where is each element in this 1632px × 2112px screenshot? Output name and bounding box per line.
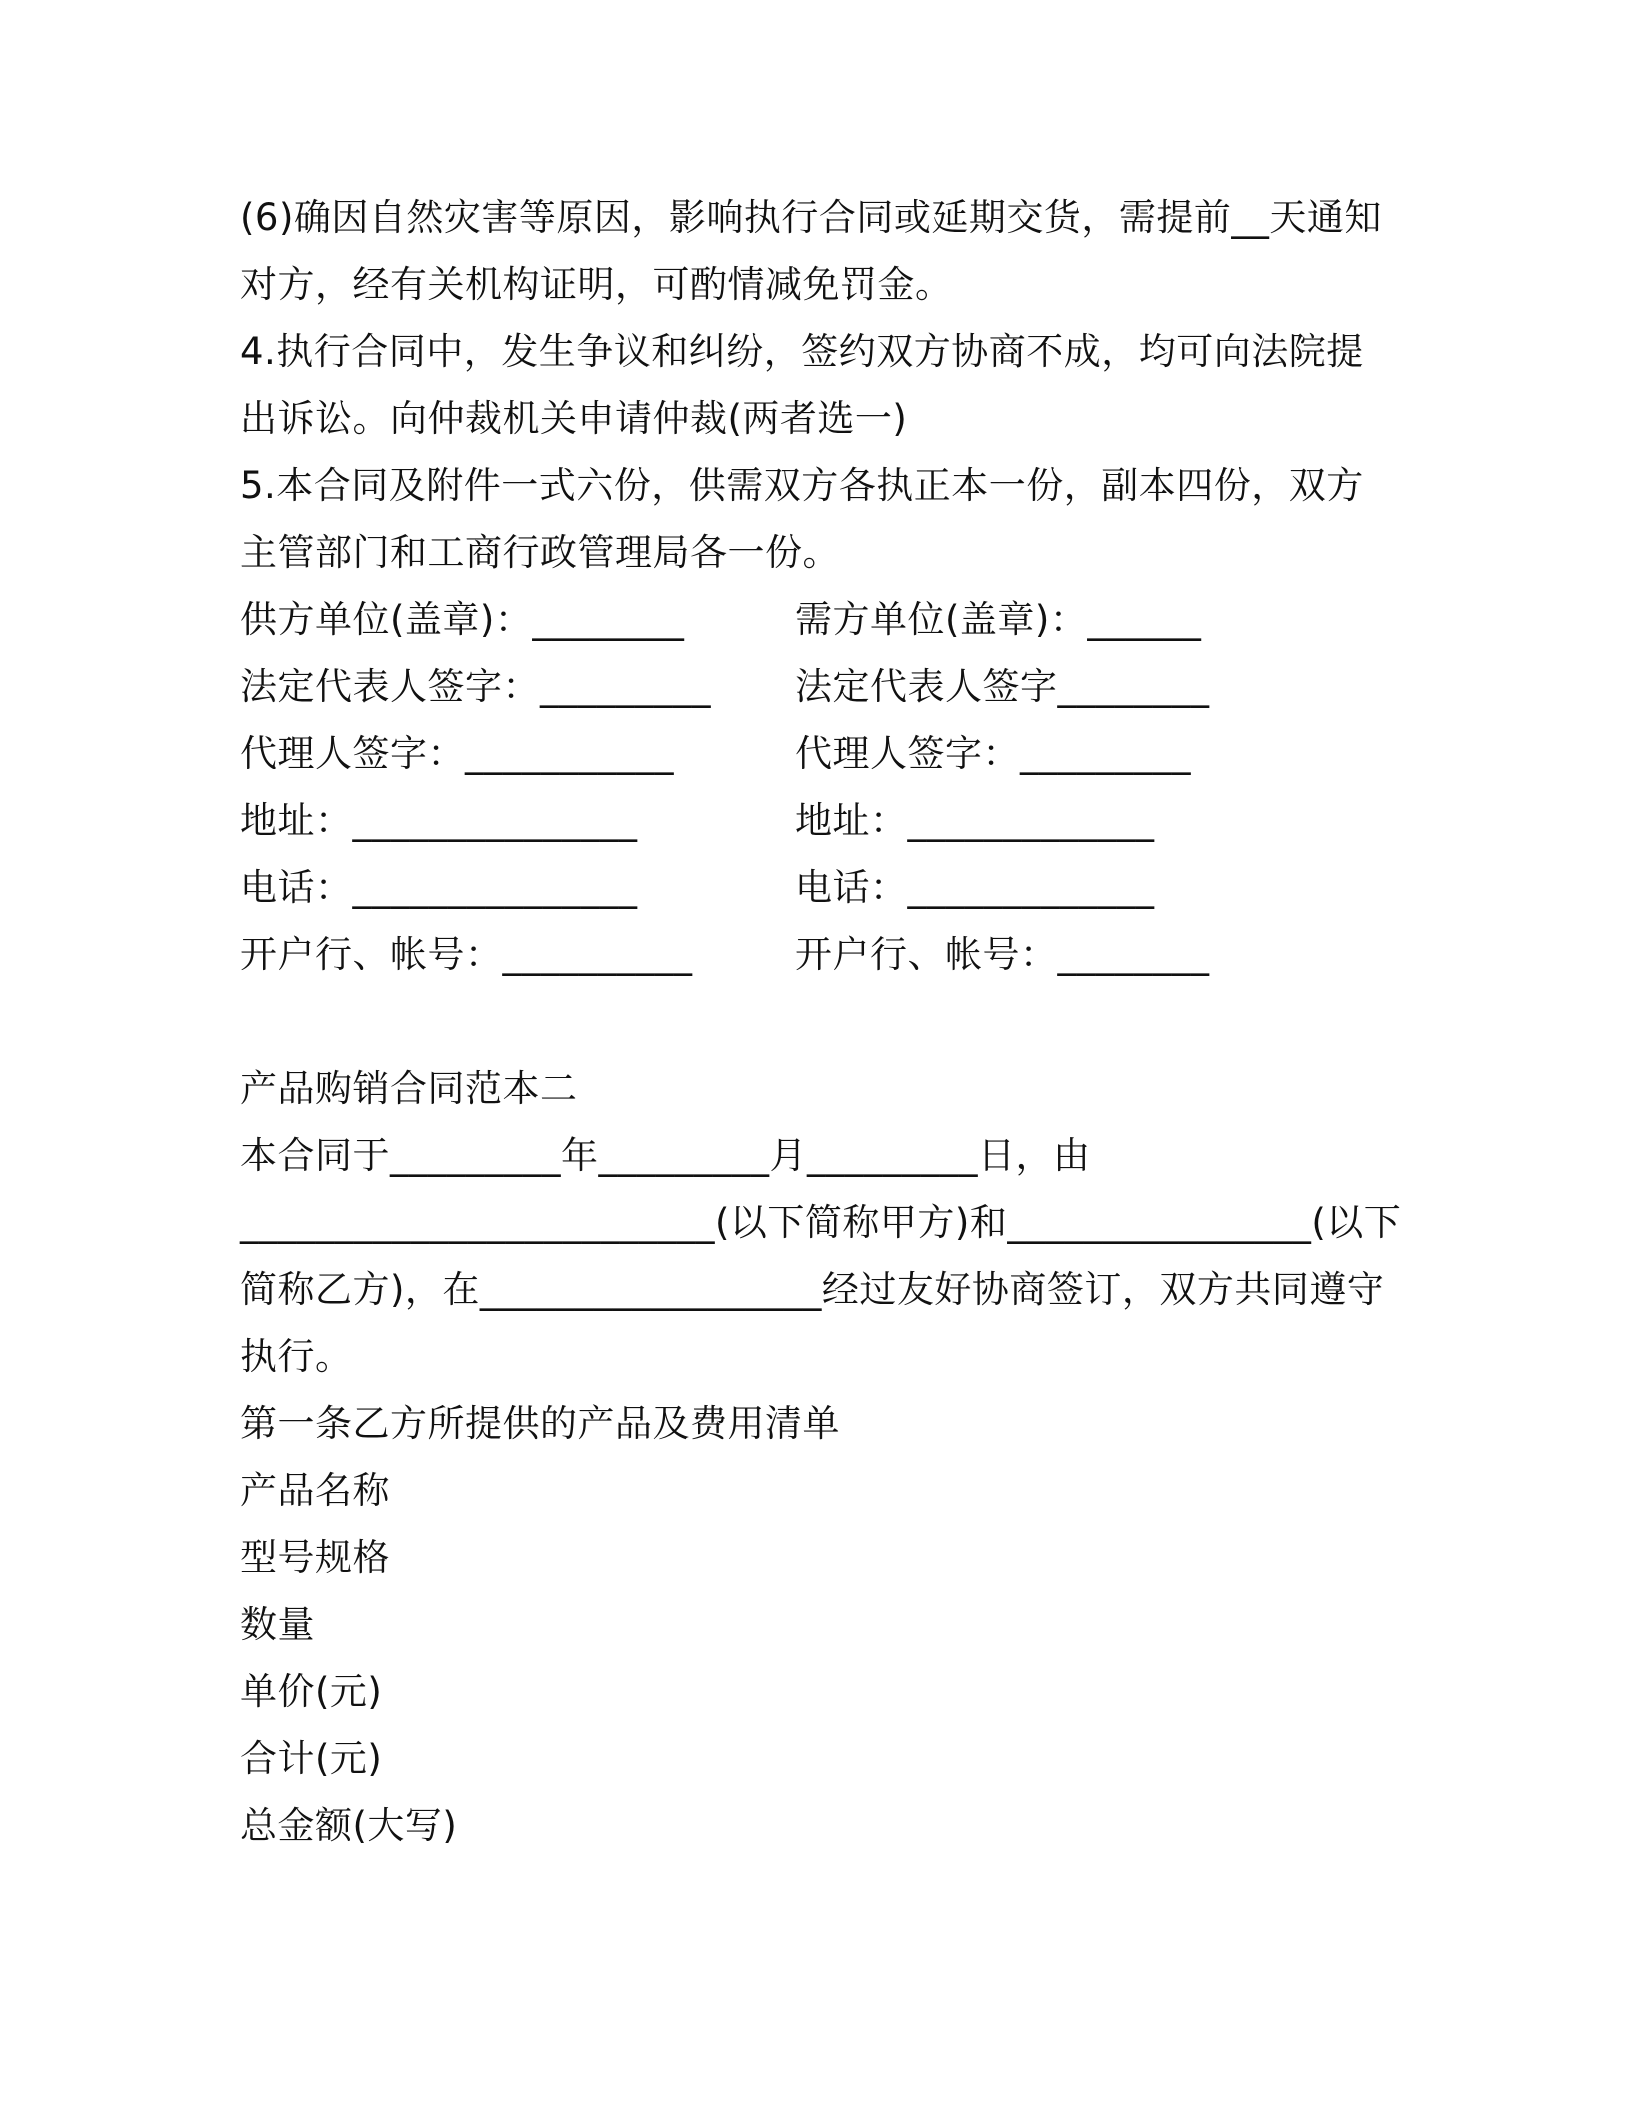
buyer-unit-field: 需方单位(盖章)：______	[795, 598, 1202, 641]
contract-two-location-line: 简称乙方)，在__________________经过友好协商签订，双方共同遵守	[240, 1268, 1385, 1311]
supplier-agent-field: 代理人签字：___________	[240, 732, 674, 775]
supplier-address-field: 地址：_______________	[240, 799, 638, 842]
contract-two-execute-line: 执行。	[240, 1335, 353, 1378]
model-spec-label: 型号规格	[240, 1536, 390, 1579]
clause-6-line-2: 对方，经有关机构证明，可酌情减免罚金。	[240, 263, 953, 306]
contract-two-title: 产品购销合同范本二	[240, 1067, 578, 1110]
supplier-bank-account-field: 开户行、帐号：__________	[240, 933, 693, 976]
clause-5-line-2: 主管部门和工商行政管理局各一份。	[240, 531, 840, 574]
contract-two-date-line: 本合同于_________年_________月_________日，由	[240, 1134, 1091, 1177]
contract-two-parties-line: _________________________(以下简称甲方)和________________(以下	[240, 1201, 1402, 1244]
buyer-legal-rep-field: 法定代表人签字________	[795, 665, 1210, 708]
supplier-phone-field: 电话：_______________	[240, 866, 638, 909]
supplier-unit-field: 供方单位(盖章)：________	[240, 598, 685, 641]
article-one-heading: 第一条乙方所提供的产品及费用清单	[240, 1402, 840, 1445]
buyer-agent-field: 代理人签字：_________	[795, 732, 1191, 775]
buyer-bank-account-field: 开户行、帐号：________	[795, 933, 1210, 976]
clause-6-line-1: (6)确因自然灾害等原因，影响执行合同或延期交货，需提前__天通知	[240, 196, 1382, 239]
clause-4-line-1: 4.执行合同中，发生争议和纠纷，签约双方协商不成，均可向法院提	[240, 330, 1364, 373]
buyer-phone-field: 电话：_____________	[795, 866, 1155, 909]
clause-4-line-2: 出诉讼。向仲裁机关申请仲裁(两者选一)	[240, 397, 908, 440]
buyer-address-field: 地址：_____________	[795, 799, 1155, 842]
unit-price-label: 单价(元)	[240, 1670, 383, 1713]
quantity-label: 数量	[240, 1603, 315, 1646]
clause-5-line-1: 5.本合同及附件一式六份，供需双方各执正本一份，副本四份，双方	[240, 464, 1364, 507]
product-name-label: 产品名称	[240, 1469, 390, 1512]
subtotal-label: 合计(元)	[240, 1737, 383, 1780]
total-amount-label: 总金额(大写)	[240, 1804, 458, 1847]
supplier-legal-rep-field: 法定代表人签字：_________	[240, 665, 711, 708]
